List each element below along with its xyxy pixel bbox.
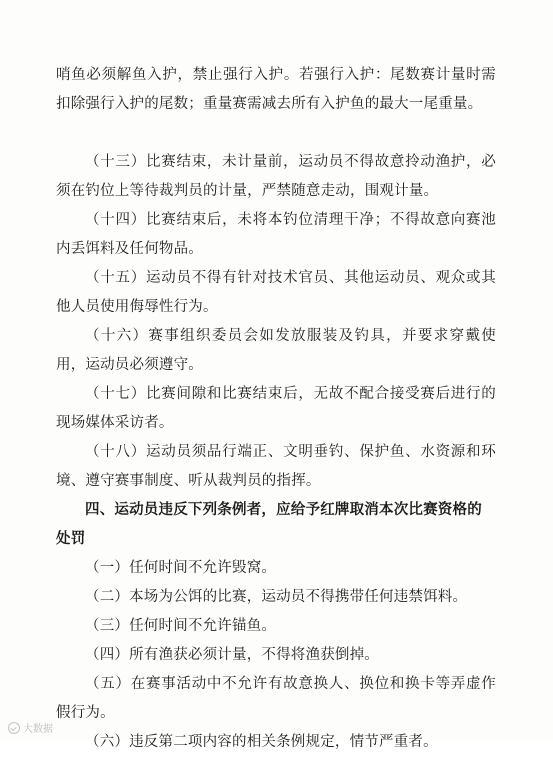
penalty-item-1: （一）任何时间不允许毁窝。 — [85, 560, 277, 576]
section-heading: 四、运动员违反下列条例者，应给予红牌取消本次比赛资格的处罚 — [56, 502, 482, 547]
watermark-logo-icon — [8, 722, 20, 734]
rule-item-15: （十五）运动员不得有针对技术官员、其他运动员、观众或其他人员使用侮辱性行为。 — [56, 270, 496, 315]
rule-item-18: （十八）运动员须品行端正、文明垂钓、保护鱼、水资源和环境、遵守赛事制度、听从裁判员的指挥。 — [56, 444, 496, 489]
penalty-item-4: （四）所有渔获必须计量，不得将渔获倒掉。 — [85, 647, 379, 663]
rule-item-16: （十六）赛事组织委员会如发放服装及钓具，并要求穿戴使用，运动员必须遵守。 — [56, 328, 496, 373]
penalty-item-6: （六）违反第二项内容的相关条例规定，情节严重者。 — [85, 734, 438, 750]
rule-item-17: （十七）比赛间隙和比赛结束后，无故不配合接受赛后进行的现场媒体采访者。 — [56, 386, 496, 431]
penalty-item-3: （三）任何时间不允许锚鱼。 — [85, 618, 277, 634]
rule-item-13: （十三）比赛结束，未计量前，运动员不得故意拎动渔护，必须在钓位上等待裁判员的计量，严禁随意走动，围观计量。 — [56, 154, 496, 199]
rule-item-14: （十四）比赛结束后，未将本钓位清理干净；不得故意向赛池内丢饵料及任何物品。 — [56, 212, 496, 257]
continuation-paragraph: 哨鱼必须解鱼入护，禁止强行入护。若强行入护：尾数赛计量时需扣除强行入护的尾数；重量赛需减去所有入护鱼的最大一尾重量。 — [56, 67, 496, 112]
penalty-item-2: （二）本场为公饵的比赛，运动员不得携带任何违禁饵料。 — [85, 589, 468, 605]
watermark-text: 大数据 — [23, 724, 53, 735]
watermark — [8, 720, 53, 735]
penalty-item-5: （五）在赛事活动中不允许有故意换人、换位和换卡等弄虚作假行为。 — [56, 676, 496, 721]
